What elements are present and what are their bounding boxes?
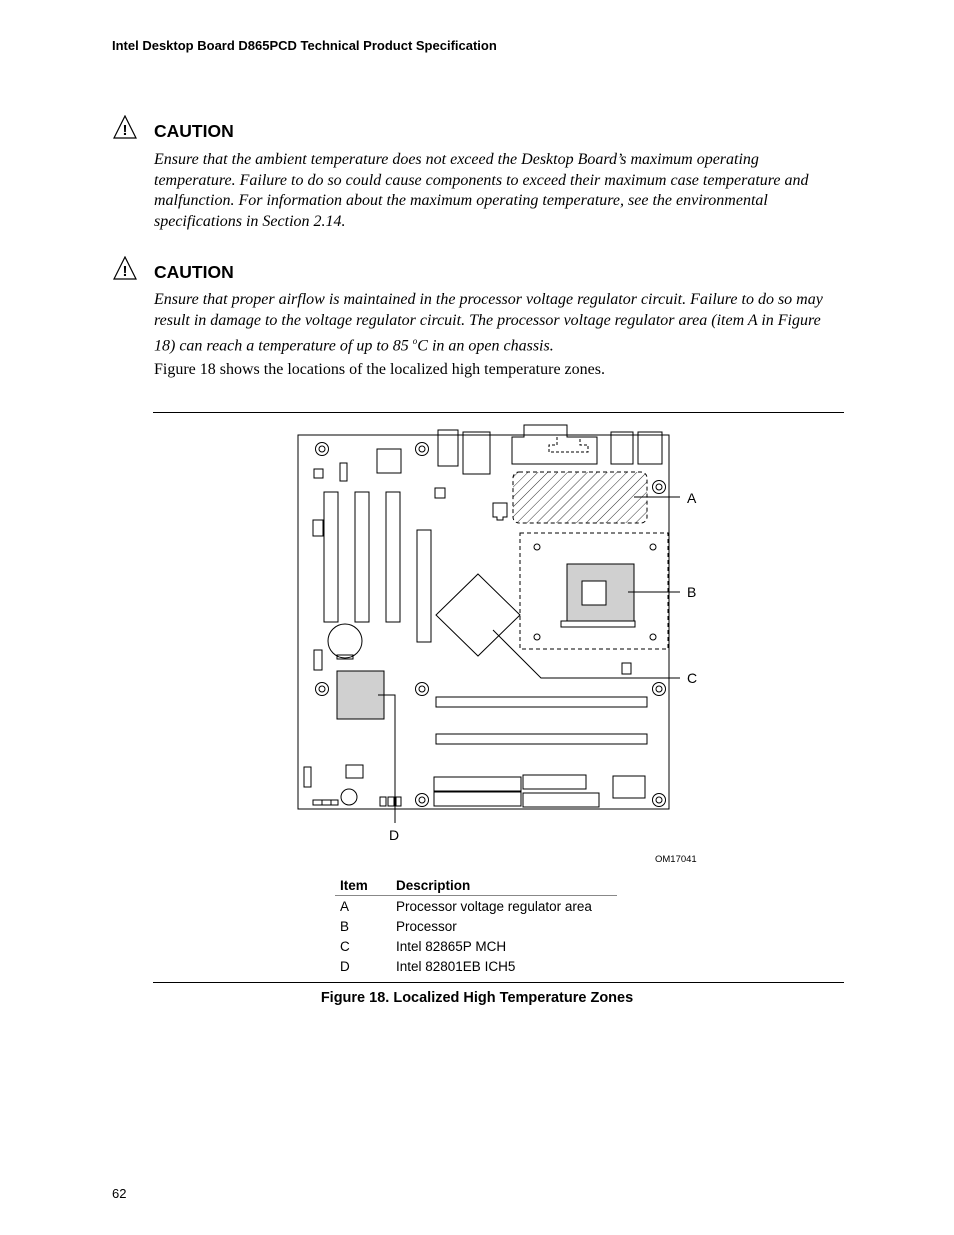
io-connector (463, 432, 490, 474)
board-diagram (280, 420, 720, 850)
callout-label: C (687, 670, 698, 686)
legend-header-description: Description (391, 877, 617, 896)
legend-description: Processor voltage regulator area (396, 899, 592, 914)
pci-slot (355, 492, 369, 622)
caution-triangle-icon (113, 256, 137, 280)
vr-area (513, 472, 647, 523)
page-header: Intel Desktop Board D865PCD Technical Product Specification (112, 38, 497, 53)
ich5-chip (337, 671, 384, 719)
ide-connector (434, 792, 521, 806)
caution-triangle-icon (113, 115, 137, 139)
ide-connector (434, 777, 521, 791)
legend-item: B (340, 919, 350, 934)
caution-title: CAUTION (154, 121, 234, 141)
callout-label: A (687, 490, 697, 506)
caution-body (154, 290, 844, 357)
figure-caption: Figure 18. Localized High Temperature Zones (320, 990, 634, 1006)
legend-item: D (340, 959, 350, 974)
leader-line-c (493, 630, 680, 678)
pci-slot (386, 492, 400, 622)
table-row (335, 956, 617, 976)
svg-text:!: ! (122, 263, 128, 280)
io-connector (638, 432, 662, 464)
battery (328, 624, 362, 658)
figure-top-rule (153, 412, 844, 413)
io-connector (611, 432, 633, 464)
legend-header-item: Item (335, 877, 391, 896)
dimm-slot (436, 697, 647, 707)
caution-body-text: C in an open chassis. (417, 337, 554, 355)
caution-title: CAUTION (154, 262, 234, 282)
table-row (335, 896, 617, 917)
figure-bottom-rule (153, 982, 844, 983)
legend-item: C (340, 939, 350, 954)
degree-superscript: o (412, 336, 418, 346)
page-number: 62 (112, 1186, 127, 1201)
table-row (335, 936, 617, 956)
callout-label: B (687, 584, 697, 600)
intro-paragraph: Figure 18 shows the locations of the localized high temperature zones. (154, 361, 605, 378)
drawing-code: OM17041 (655, 854, 697, 865)
legend-description: Intel 82865P MCH (396, 939, 507, 954)
header-connector (523, 793, 599, 807)
legend-item: A (340, 899, 350, 914)
pci-slot (324, 492, 338, 622)
legend-description: Intel 82801EB ICH5 (396, 959, 516, 974)
table-row (335, 916, 617, 936)
agp-slot (417, 530, 431, 642)
caution-body-text: Ensure that proper airflow is maintained in the processor voltage regulator circuit. Failure to do so may result in damage to the voltage regulator circuit. The processor voltage regulator area (item A in Figure 18) can reach a temperature of up to 85 (154, 291, 823, 355)
floppy-connector (523, 775, 586, 789)
svg-text:!: ! (122, 122, 128, 139)
legend-table (335, 877, 617, 976)
callout-label: D (389, 827, 400, 843)
io-connector (549, 437, 588, 452)
legend-description: Processor (396, 919, 457, 934)
dimm-slot (436, 734, 647, 744)
caution-body: Ensure that the ambient temperature does not exceed the Desktop Board’s maximum operating temperature. Failure to do so could cause components to exceed their maximum case temperature and malfunction. For information about the maximum operating temperature, see the environmental specifications in Section 2.14. (154, 151, 809, 230)
